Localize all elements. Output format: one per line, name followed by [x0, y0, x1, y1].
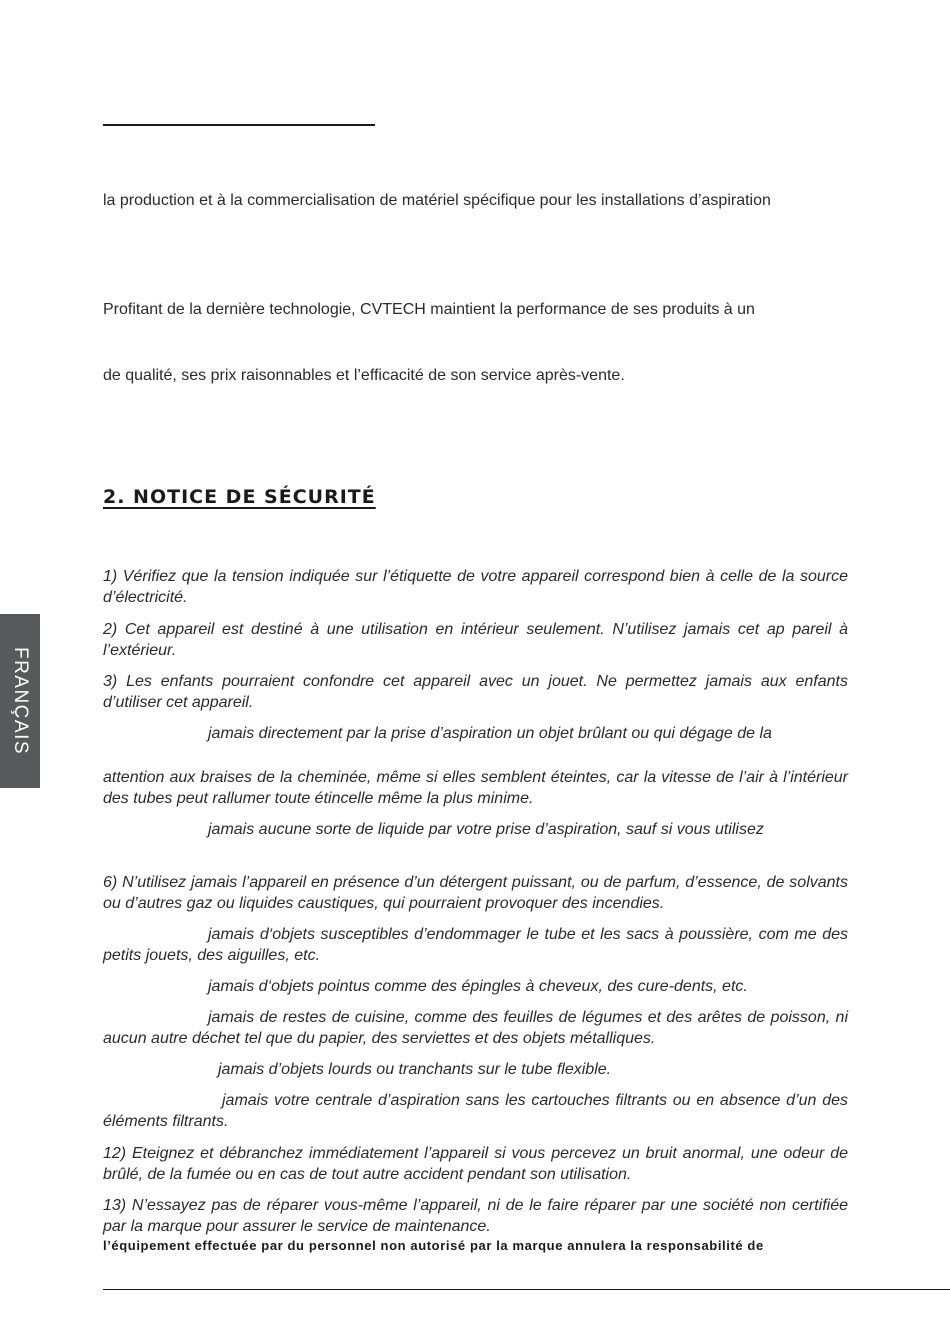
intro-line-1: la production et à la commercialisation de matériel spécifique pour les installations d’aspiration — [103, 192, 771, 209]
safety-item-6: 6) N’utilisez jamais l’appareil en présence d’un détergent puissant, ou de parfum, d’essence, de solvants ou d’autres gaz ou liquides caustiques, qui pourraient provoquer des incendies. — [103, 874, 848, 912]
intro-line-3: de qualité, ses prix raisonnables et l’efficacité de son service après-vente. — [103, 367, 625, 384]
safety-item-7: jamais d‘objets susceptibles d’endommager le tube et les sacs à poussière, com me des petits jouets, des aiguilles, etc. — [103, 926, 848, 964]
warranty-notice: l’équipement effectuée par du personnel non autorisé par la marque annulera la responsabilité de — [103, 1238, 764, 1253]
language-tab-label: FRANÇAIS — [10, 646, 31, 756]
safety-item-3: 3) Les enfants pourraient confondre cet appareil avec un jouet. Ne permettez jamais aux enfants d’utiliser cet appareil. — [103, 673, 848, 711]
safety-item-13: 13) N’essayez pas de réparer vous-même l’appareil, ni de le faire réparer par une société non certifiée par la marque pour assurer le service de maintenance. — [103, 1197, 848, 1235]
safety-item-8: jamais d‘objets pointus comme des épingles à cheveux, des cure-dents, etc. — [208, 978, 748, 995]
safety-item-4: jamais directement par la prise d’aspiration un objet brûlant ou qui dégage de la — [208, 725, 772, 742]
safety-item-11: jamais votre centrale d’aspiration sans les cartouches filtrants ou en absence d’un des éléments filtrants. — [103, 1092, 848, 1130]
intro-line-2: Profitant de la dernière technologie, CVTECH maintient la performance de ses produits à un — [103, 301, 755, 318]
safety-item-12: 12) Eteignez et débranchez immédiatement l’appareil si vous percevez un bruit anormal, une odeur de brûlé, de la fumée ou en cas de tout autre accident pendant son utilisation. — [103, 1145, 848, 1183]
safety-item-5: jamais aucune sorte de liquide par votre prise d’aspiration, sauf si vous utilisez — [208, 821, 764, 838]
safety-item-2: 2) Cet appareil est destiné à une utilisation en intérieur seulement. N’utilisez jamais cet ap pareil à l’extérieur. — [103, 621, 848, 659]
section-title: 2. NOTICE DE SÉCURITÉ — [103, 486, 376, 508]
safety-item-10: jamais d’objets lourds ou tranchants sur le tube flexible. — [218, 1061, 612, 1078]
header-rule — [103, 124, 375, 126]
safety-item-1: 1) Vérifiez que la tension indiquée sur l’étiquette de votre appareil correspond bien à celle de la source d’électricité. — [103, 568, 848, 606]
language-tab — [0, 614, 40, 788]
safety-item-4-continued: attention aux braises de la cheminée, même si elles semblent éteintes, car la vitesse de l’air à l’intérieur des tubes peut rallumer toute étincelle même la plus minime. — [103, 769, 848, 807]
footer-rule — [103, 1289, 950, 1290]
safety-item-9: jamais de restes de cuisine, comme des feuilles de légumes et des arêtes de poisson, ni aucun autre déchet tel que du papier, des serviettes et des objets métalliques. — [103, 1009, 848, 1047]
